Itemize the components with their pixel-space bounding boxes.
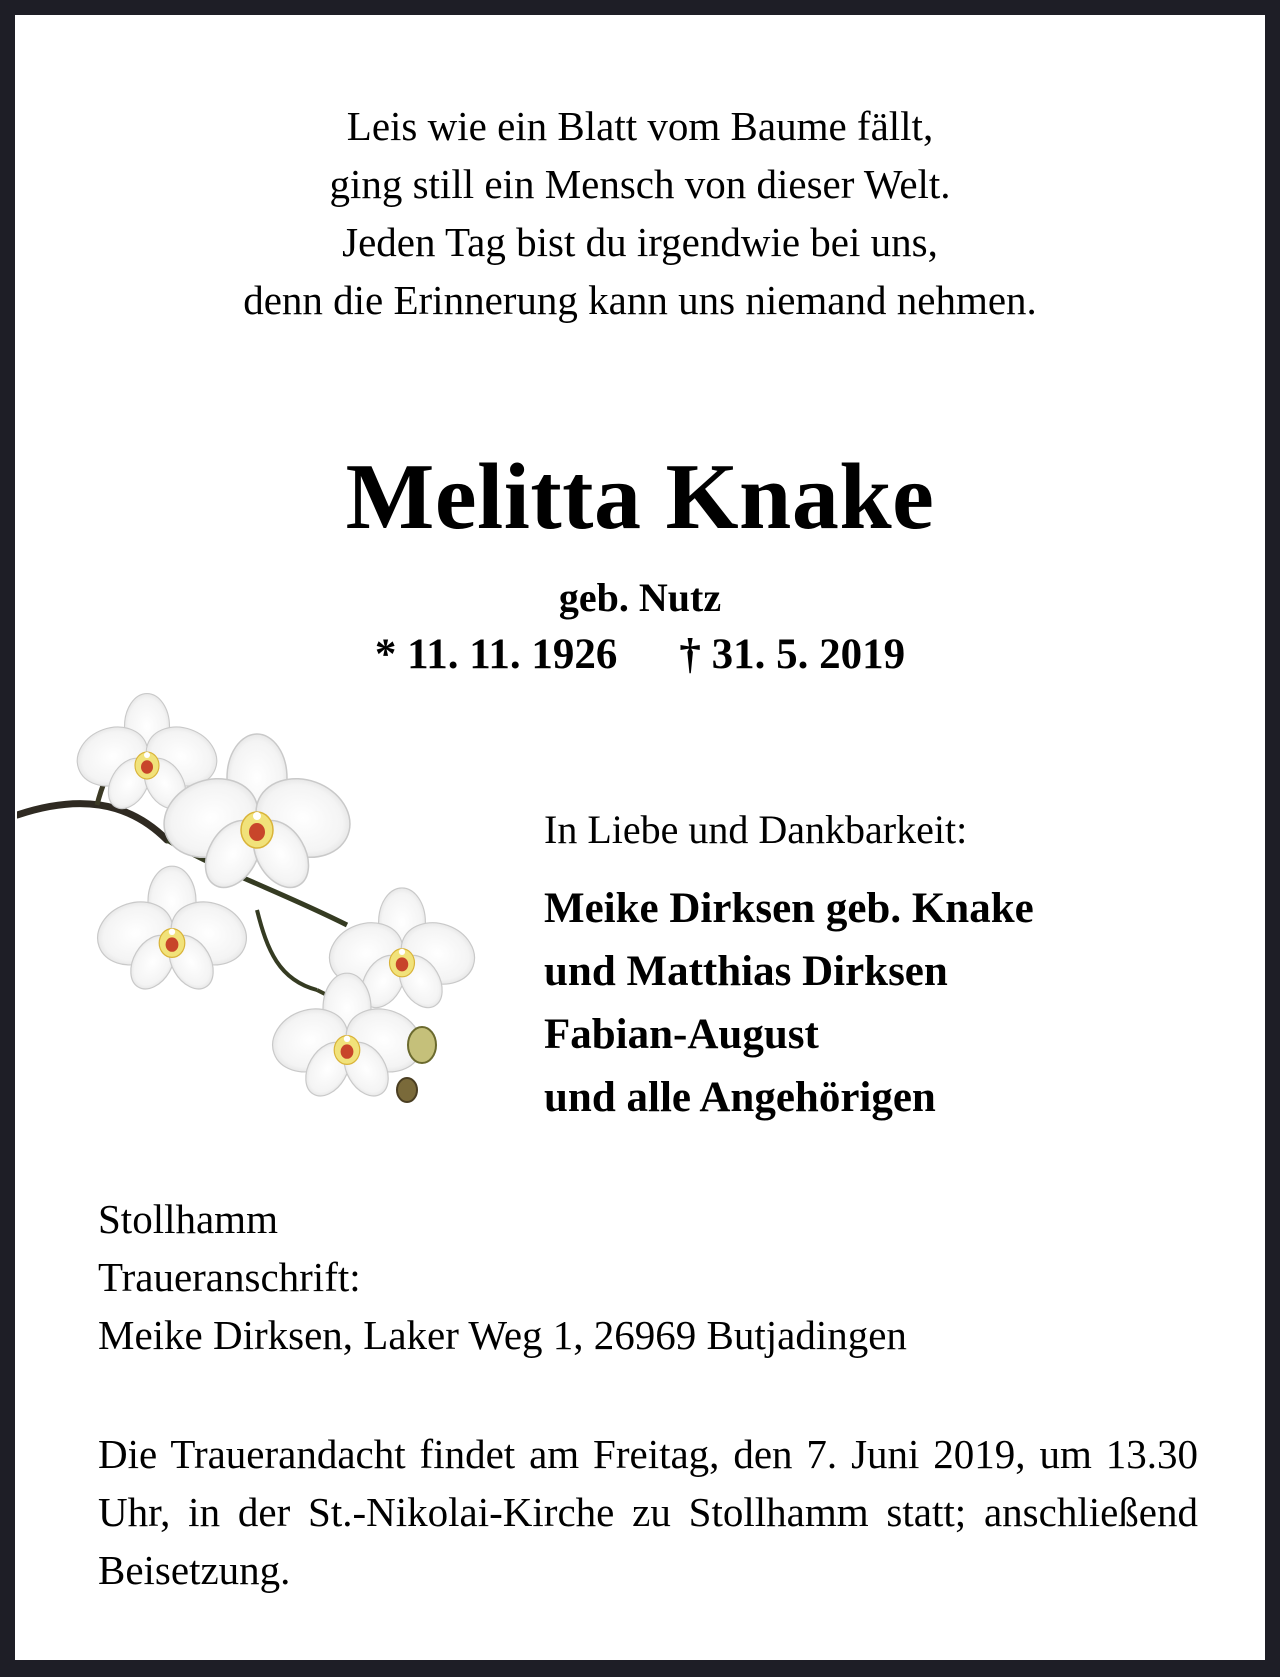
life-dates — [15, 627, 1265, 683]
thanks-intro: In Liebe und Dankbarkeit: — [544, 807, 968, 852]
address-label: Traueranschrift: — [98, 1254, 361, 1300]
deceased-name: Melitta Knake — [345, 445, 935, 549]
address-line: Meike Dirksen, Laker Weg 1, 26969 Butjadingen — [98, 1312, 907, 1358]
poem-line: ging still ein Mensch von dieser Welt. — [329, 161, 951, 207]
poem-line: denn die Erinnerung kann uns niemand nehmen. — [243, 277, 1037, 323]
mourner-line: und Matthias Dirksen — [544, 948, 948, 995]
mourning-address — [98, 1190, 907, 1364]
birth-name: geb. Nutz — [558, 575, 722, 620]
poem-line: Jeden Tag bist du irgendwie bei uns, — [342, 219, 938, 265]
place-name: Stollhamm — [98, 1196, 278, 1242]
service-notice: Die Trauerandacht findet am Freitag, den 7. Juni 2019, um 13.30 Uhr, in der St.-Nikolai-Kirche zu Stollhamm statt; anschließend Beisetzung. — [98, 1431, 1198, 1593]
birth-date: * 11. 11. 1926 — [374, 631, 618, 678]
mourner-line: und alle Angehörigen — [544, 1074, 936, 1121]
mourner-line: Fabian-August — [544, 1011, 819, 1058]
poem-verse — [15, 97, 1265, 329]
mourner-line: Meike Dirksen geb. Knake — [544, 885, 1034, 932]
orchid-image — [17, 690, 477, 1120]
mourners-list — [544, 877, 1034, 1129]
poem-line: Leis wie ein Blatt vom Baume fällt, — [346, 103, 934, 149]
death-date: † 31. 5. 2019 — [679, 631, 906, 678]
obituary-card — [15, 15, 1265, 1660]
